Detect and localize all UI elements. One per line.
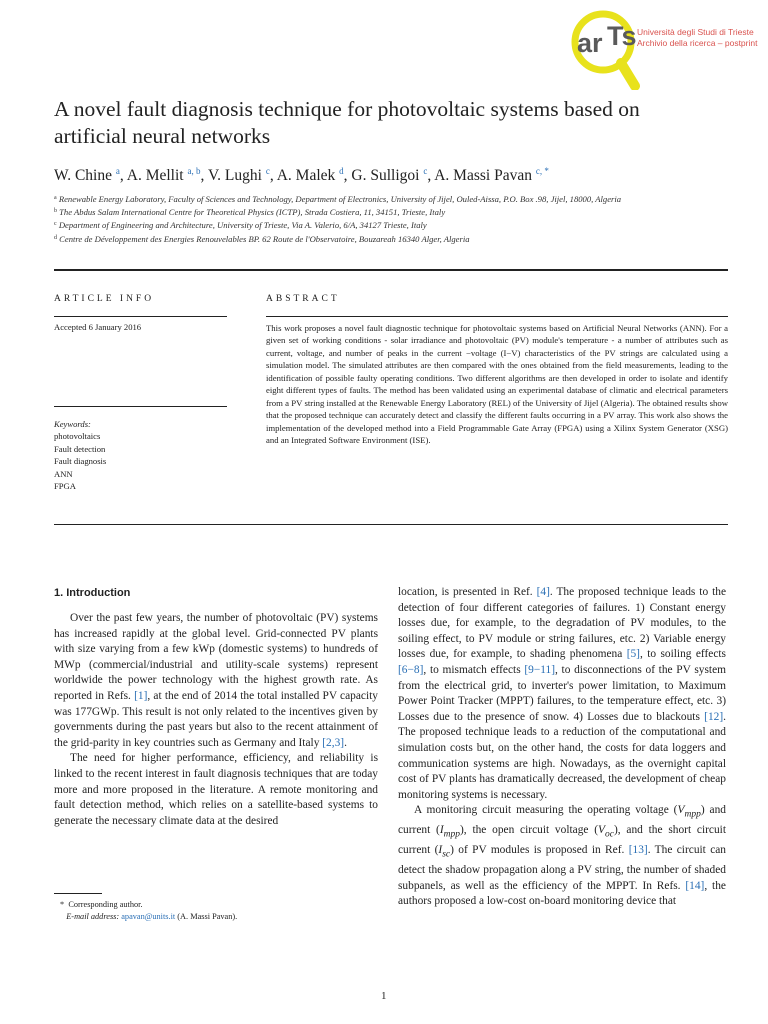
keyword: FPGA bbox=[54, 481, 76, 492]
footnote-rule bbox=[54, 893, 102, 894]
article-info-heading: ARTICLE INFO bbox=[54, 294, 155, 304]
abstract-bottom-rule bbox=[54, 524, 728, 525]
citation-link[interactable]: [6−8] bbox=[398, 663, 424, 676]
body-column-left bbox=[54, 611, 378, 829]
magnifier-logo-icon bbox=[563, 8, 768, 90]
affiliation: $^a$ Renewable Energy Laboratory, Faculty of Sciences and Technology, Department of Electronics, University of Jijel, Ouled-Aissa, P.O. Box .98, Jijel, 18000, Algeria bbox=[54, 194, 622, 204]
affiliation: $^d$ Centre de Développement des Energies Renouvelables BP. 62 Route de l'Observatoire, Bouzareah 16340 Alger, Algeria bbox=[54, 233, 470, 244]
accepted-date: Accepted 6 January 2016 bbox=[54, 322, 142, 332]
header-rule bbox=[54, 269, 728, 271]
author[interactable]: W. Chine $^a$ bbox=[54, 166, 120, 184]
affiliation: $^c$ Department of Engineering and Architecture, University of Trieste, Via A. Valerio, 6/A, 34127 Trieste, Italy bbox=[54, 220, 427, 231]
citation-link[interactable]: [4] bbox=[536, 586, 550, 598]
footnote-email: E-mail address: apavan@units.it (A. Massi Pavan). bbox=[66, 912, 238, 921]
author[interactable]: A. Malek $^d$ bbox=[276, 166, 344, 184]
keywords-label: Keywords: bbox=[54, 419, 91, 429]
footnote-corresponding: * Corresponding author. bbox=[60, 900, 143, 909]
keywords-rule bbox=[54, 406, 227, 407]
citation-link[interactable]: [2,3] bbox=[322, 736, 345, 749]
author[interactable]: G. Sulligoi $^c$ bbox=[351, 166, 428, 184]
paper-title: A novel fault diagnosis technique for photovoltaic systems based on artificial neural networks bbox=[54, 97, 640, 148]
paragraph: location, is presented in Ref. [4]. The proposed technique leads to the detection of four different categories of failures. 1) Constant energy losses due, for example, to the degradation of PV modules, to the soiling effect, to PV module or string failures, etc. 2) Variable energy losses due, for example, to shading phenomena [5], to soiling effects [6−8], to mismatch effects [9−11], to disconnections of the PV system from the electrical grid, to inverter's power limitation, to Maximum Power Point Tracker (MPPT) failures, to the temperature effect, etc. 3) Losses due to the presence of snow. 4) Losses due to blackouts [12]. The proposed technique leads to a reduction of the computational and simulation costs but, on the other hand, the costs for data loggers and communication systems are high. Nowadays, as the overnight capital cost of PV plants has dramatically decreased, the development of cheap monitoring systems is necessary. bbox=[398, 586, 726, 801]
paragraph: A monitoring circuit measuring the operating voltage $(V_{mpp})$ and current $(I_{mpp})$, the open circuit voltage $(V_{oc})$, and the short circuit current $(I_{sc})$ of PV modules is proposed in Ref. [13]. The circuit can detect the shadow propagation along a PV string, the number of shaded subpanels, as well as the efficiency of the MPPT. In Refs. [14], the authors proposed a low-cost on-board monitoring device that bbox=[398, 804, 726, 908]
citation-link[interactable]: [13] bbox=[628, 844, 648, 857]
keywords-block bbox=[54, 418, 106, 492]
citation-link[interactable]: [1] bbox=[134, 689, 148, 702]
abstract-text: This work proposes a novel fault diagnostic technique for photovoltaic systems based on Artificial Neural Networks (ANN). For a given set of working conditions - solar irradiance and photovoltaic (PV) module's temperature - a number of attributes such as current, voltage, and number of peaks in the current −voltage (I−V) characteristics of the PV strings are calculated using a simulation model. The simulated attributes are then compared with the ones obtained from the field measurements, leading to the identification of possible faulty operating conditions. Two different algorithms are then developed in order to isolate and identify eight different types of faults. The method has been validated using an experimental database of climatic and electrical parameters from a PV string installed at the Renewable Energy Laboratory (REL) of the University of Jijel (Algeria). The obtained results show that the proposed technique can accurately detect and classify the different faults occurring in a PV array. This work also shows the implementation of the developed method into a Field Programmable Gate Array (FPGA) using a Xilinx System Generator (XSG) and an Integrated Software Environment (ISE). bbox=[266, 323, 728, 446]
abstract-rule bbox=[266, 316, 728, 317]
paragraph: Over the past few years, the number of photovoltaic (PV) systems has increased rapidly at the global level. Grid-connected PV plants with size varying from a few kWp (domestic systems) to hundreds of MWp (commercial/industrial and utility-scale systems) represent worldwide the power technology with the highest growth rate. As reported in Refs. [1], at the end of 2014 the total installed PV capacity was 177GWp. This result is not only related to the incentives given by governments during the past years but also to the recent attainment of the grid-parity in key countries such as Germany and Italy [2,3]. bbox=[54, 612, 378, 749]
logo-line-university: Università degli Studi di Trieste bbox=[637, 27, 754, 37]
keyword: Fault detection bbox=[54, 443, 106, 454]
article-info-rule bbox=[54, 316, 227, 317]
affiliation: $^b$ The Abdus Salam International Centre for Theoretical Physics (ICTP), Strada Costiera, 11, 34151, Trieste, Italy bbox=[54, 207, 446, 218]
paragraph: The need for higher performance, efficiency, and reliability is linked to the recent interest in fault diagnosis techniques that are today more and more proposed in the literature. A remote monitoring and fault detection method, which relies on a satellite-based systems to generate the necessary climate data at the desired bbox=[54, 752, 378, 827]
body-column-right bbox=[398, 585, 726, 910]
affiliations bbox=[54, 192, 714, 245]
keyword: photovoltaics bbox=[54, 431, 101, 442]
logo-letters-ts: Ts bbox=[607, 21, 637, 51]
email-link[interactable]: apavan@units.it bbox=[121, 912, 176, 921]
author[interactable]: V. Lughi $^c$ bbox=[207, 166, 270, 184]
keyword: Fault diagnosis bbox=[54, 456, 107, 467]
citation-link[interactable]: [9−11] bbox=[524, 663, 556, 676]
citation-link[interactable]: [5] bbox=[626, 648, 640, 661]
logo-line-archive: Archivio della ricerca – postprint bbox=[637, 38, 758, 48]
citation-link[interactable]: [12] bbox=[704, 710, 724, 723]
logo-letters-ar: ar bbox=[577, 28, 603, 58]
page-number: 1 bbox=[381, 990, 387, 1002]
section-heading-introduction: 1. Introduction bbox=[54, 587, 131, 599]
author[interactable]: A. Massi Pavan $^{c, *}$ bbox=[434, 166, 549, 184]
keyword: ANN bbox=[54, 468, 73, 479]
abstract-heading: ABSTRACT bbox=[266, 294, 340, 304]
citation-link[interactable]: [14] bbox=[685, 879, 705, 892]
arts-logo bbox=[563, 8, 768, 90]
author[interactable]: A. Mellit $^{a, b}$ bbox=[126, 166, 201, 184]
author-list: W. Chine $^a$, A. Mellit $^{a, b}$, V. Lughi $^c$, A. Malek $^d$, G. Sulligoi $^c$, A. Massi Pavan $^{c, *}$ bbox=[54, 166, 549, 184]
footnote bbox=[60, 899, 237, 923]
logo-caption bbox=[637, 27, 757, 49]
